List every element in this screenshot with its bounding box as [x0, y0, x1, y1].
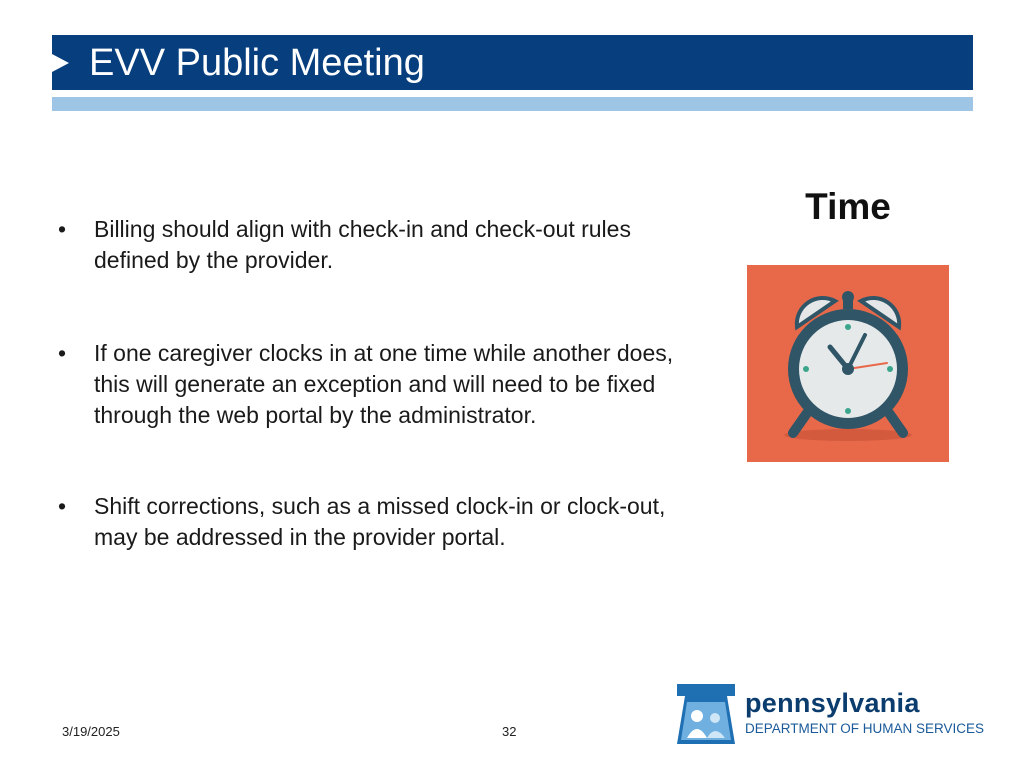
slide-title: EVV Public Meeting — [89, 42, 425, 84]
alarm-clock-icon — [747, 265, 949, 462]
bullet-marker: • — [58, 493, 67, 519]
logo-department: DEPARTMENT OF HUMAN SERVICES — [745, 721, 985, 736]
bullet-text: Billing should align with check-in and check-out rules defined by the provider. — [94, 216, 631, 273]
pa-dhs-logo — [673, 682, 983, 746]
title-bar — [52, 35, 973, 90]
arrow-icon — [52, 54, 69, 72]
logo-name: pennsylvania — [745, 688, 920, 718]
title-underline — [52, 97, 973, 111]
bullet-text: If one caregiver clocks in at one time while another does, this will generate an exception and will need to be fixed through the web portal by the administrator. — [94, 340, 674, 428]
page-number: 32 — [502, 724, 517, 739]
bullet-text: Shift corrections, such as a missed clock-in or clock-out, may be addressed in the provider portal. — [94, 493, 666, 550]
bullet-marker: • — [58, 216, 67, 242]
footer-date: 3/19/2025 — [62, 724, 120, 739]
keystone-family-icon — [673, 682, 739, 746]
side-heading: Time — [805, 186, 891, 227]
bullet-marker: • — [58, 340, 67, 366]
